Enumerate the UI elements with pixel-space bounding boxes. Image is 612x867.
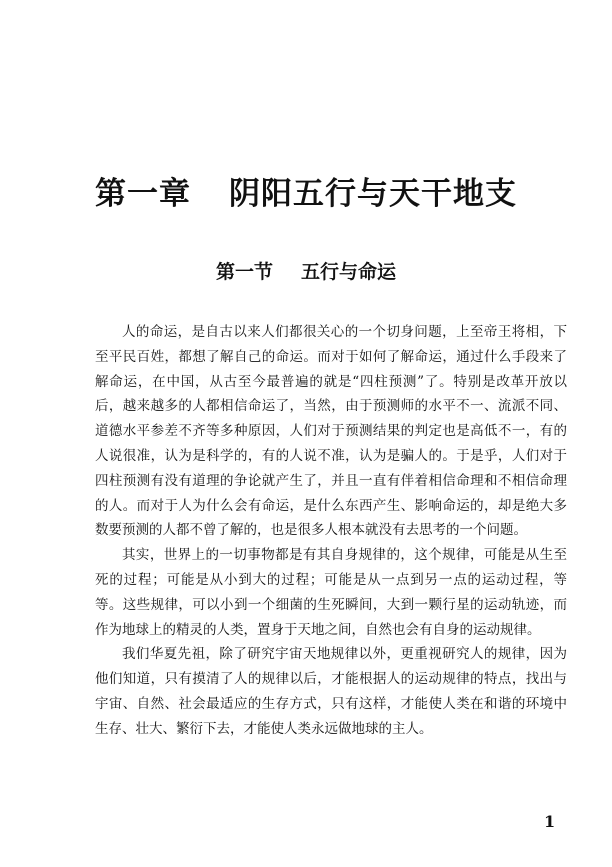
chapter-label: 第一章 — [95, 176, 191, 212]
section-label: 第一节 — [215, 261, 273, 283]
paragraph: 其实，世界上的一切事物都是有其自身规律的，这个规律，可能是从生至死的过程；可能是从小到大的过程；可能是从一点到另一点的运动过程，等等。这些规律，可以小到一个细菌的生死瞬间，大到一颗行星的运动轨迹，而作为地球上的精灵的人类，置身于天地之间，自然也会有自身的运动规律。 — [95, 547, 567, 638]
paragraph: 我们华夏先祖，除了研究宇宙天地规律以外，更重视研究人的规律，因为他们知道，只有摸清了人的规律以后，才能根据人的运动规律的特点，找出与宇宙、自然、社会最适应的生存方式，只有这样，才能使人类在和谐的环境中生存、壮大、繁衍下去，才能使人类永远做地球的主人。 — [95, 646, 567, 737]
paragraph: 人的命运，是自古以来人们都很关心的一个切身问题，上至帝王将相，下至平民百姓，都想了解自己的命运。而对于如何了解命运，通过什么手段来了解命运，在中国，从古至今最普遍的就是“四柱预测”了。特别是改革开放以后，越来越多的人都相信命运了，当然，由于预测师的水平不一、流派不同、道德水平参差不齐等多种原因，人们对于预测结果的判定也是高低不一，有的人说很准，认为是科学的，有的人说不准，认为是骗人的。于是乎，人们对于四柱预测有没有道理的争论就产生了，并且一直有伴着相信命理和不相信命理的人。而对于人为什么会有命运，是什么东西产生、影响命运的，却是绝大多数要预测的人都不曾了解的，也是很多人根本就没有去思考的一个问题。 — [95, 324, 567, 539]
section-title — [0, 257, 612, 284]
chapter-name: 阴阳五行与天干地支 — [229, 176, 517, 212]
body-text — [95, 320, 567, 742]
page-number: 1 — [544, 812, 556, 831]
section-name: 五行与命运 — [301, 261, 397, 283]
chapter-title — [0, 168, 612, 213]
